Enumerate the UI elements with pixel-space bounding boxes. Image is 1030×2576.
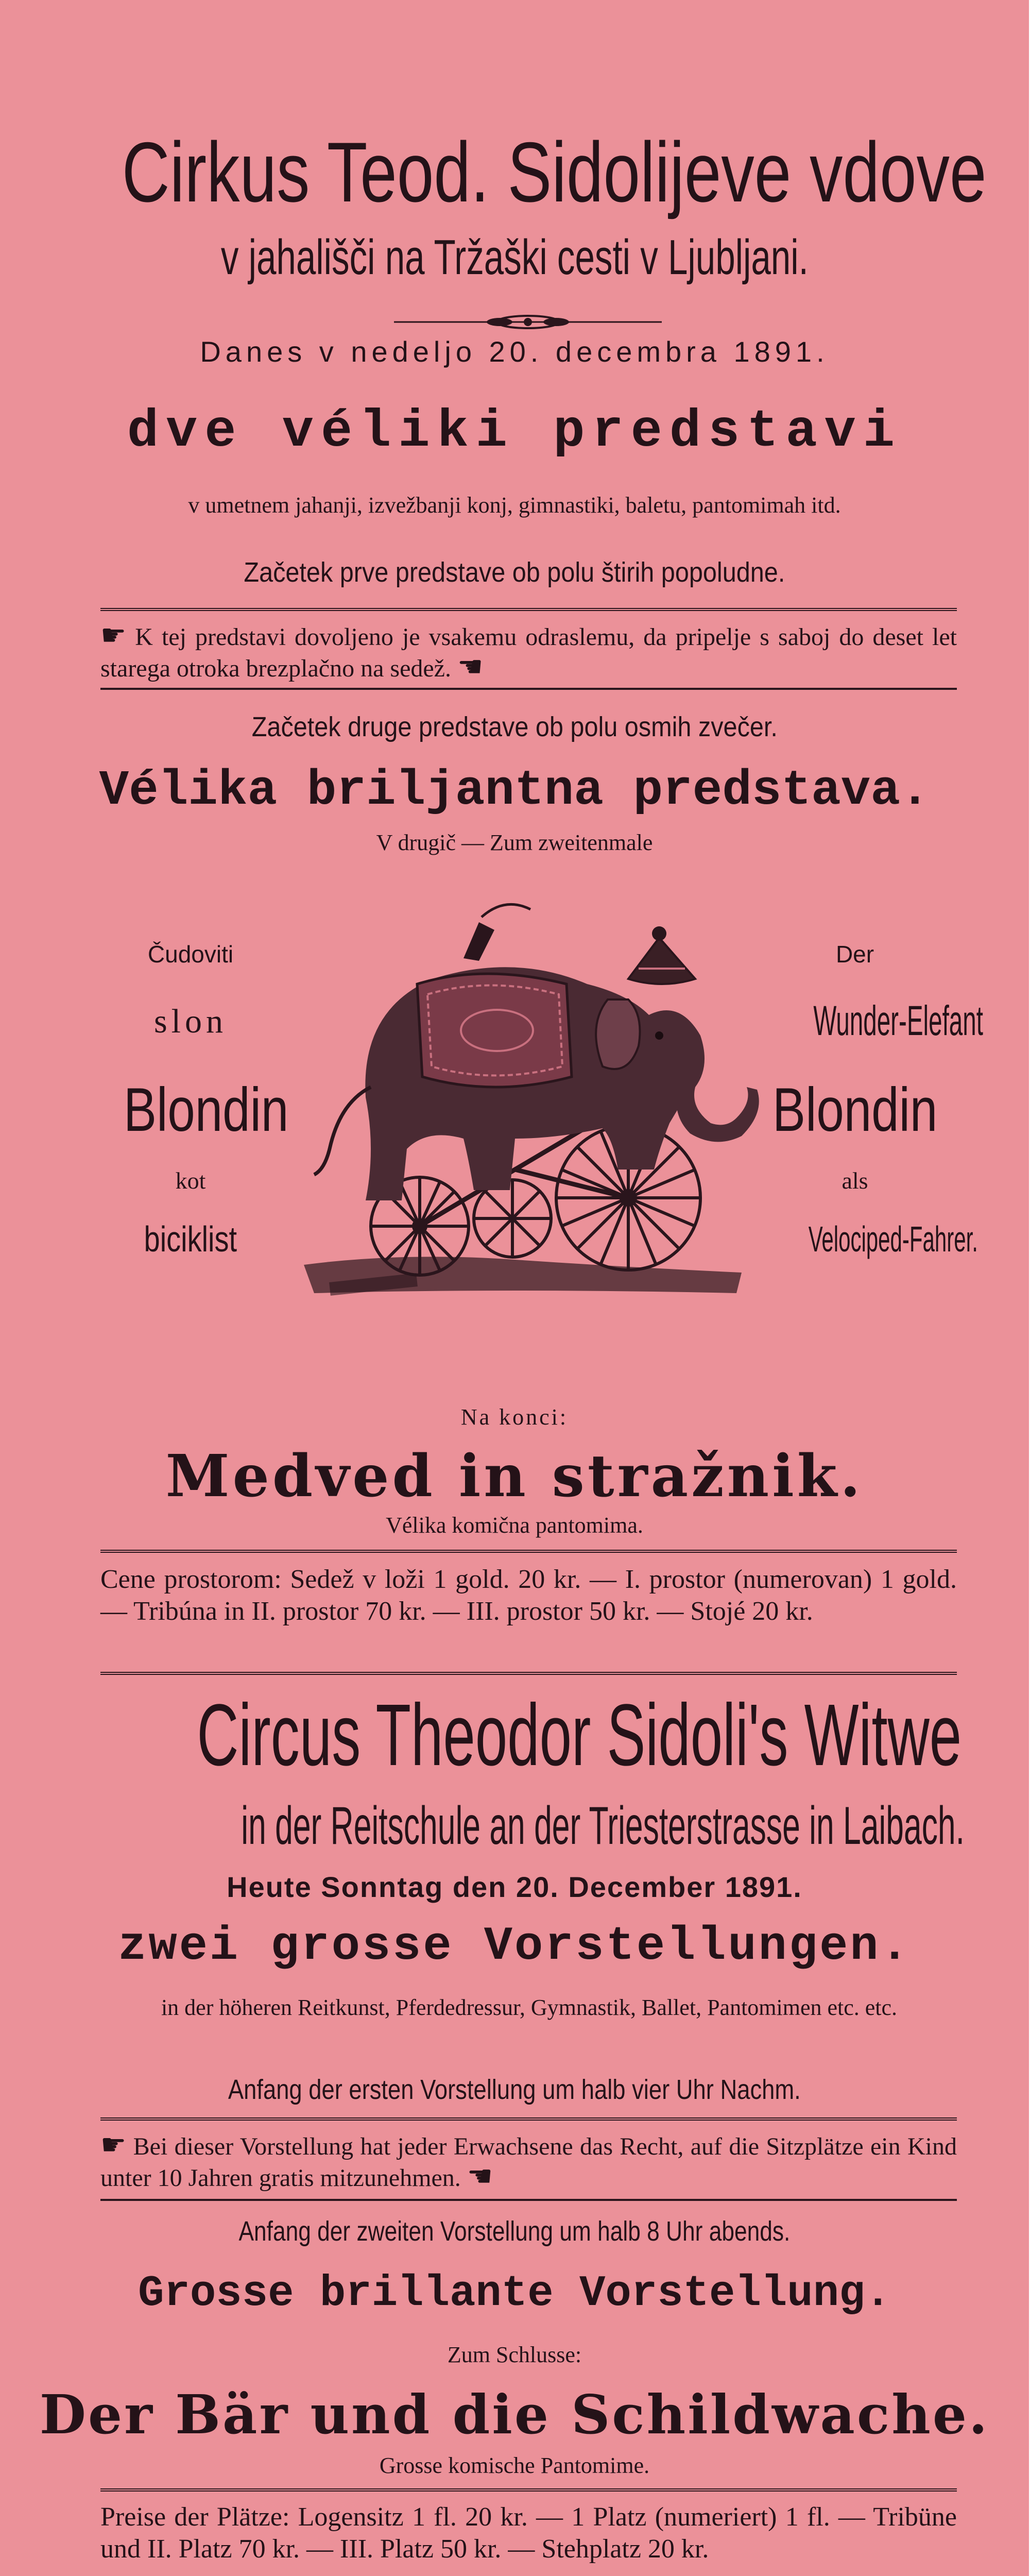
slovene-finale-intro: Na konci: bbox=[460, 1404, 569, 1430]
slovene-finale-sub: Vélika komična pantomima. bbox=[386, 1513, 643, 1538]
slovene-headline: dve véliki predstavi bbox=[127, 402, 902, 462]
elephant-left-4: kot bbox=[175, 1167, 206, 1194]
german-prices: Preise der Plätze: Logensitz 1 fl. 20 kr. — 1 Platz (numeriert) 1 fl. — Tribüne und II. Platz 70 kr. — III. Platz 50 kr. — Stehplatz 20 kr. bbox=[100, 2502, 957, 2564]
slovene-notice: ☛ K tej predstavi dovoljeno je vsakemu odraslemu, da pripelje s saboj do deset let starega otroka brezplačno na sedež. ☚ bbox=[100, 619, 957, 684]
pointing-hand-icon: ☛ bbox=[100, 619, 127, 652]
german-second-show: Anfang der zweiten Vorstellung um halb 8 Uhr abends. bbox=[238, 2216, 791, 2247]
elephant-right-5: Velociped-Fahrer. bbox=[808, 1219, 978, 1259]
slovene-grand-show: Vélika briljantna predstava. bbox=[99, 762, 930, 819]
german-grand-show: Grosse brillante Vorstellung. bbox=[138, 2269, 891, 2318]
rule bbox=[100, 1672, 957, 1675]
german-date: Heute Sonntag den 20. December 1891. bbox=[227, 1871, 802, 1903]
german-subtitle: in der Reitschule an der Triesterstrasse in Laibach. bbox=[241, 1796, 965, 1856]
german-subjects: in der höheren Reitkunst, Pferdedressur, Gymnastik, Ballet, Pantomimen etc. etc. bbox=[161, 1995, 898, 2020]
slovene-second-show: Začetek druge predstave ob polu osmih zvečer. bbox=[251, 711, 778, 742]
rule bbox=[100, 1550, 957, 1553]
german-finale-title: Der Bär und die Schildwache. bbox=[39, 2383, 990, 2446]
slovene-finale-title: Medved in stražnik. bbox=[165, 1443, 864, 1510]
elephant-left-1: Čudoviti bbox=[147, 941, 234, 968]
pointing-hand-icon: ☚ bbox=[467, 2160, 493, 2193]
slovene-subtitle: v jahališči na Tržaški cesti v Ljubljani. bbox=[220, 230, 809, 285]
slovene-subjects: v umetnem jahanji, izvežbanji konj, gimnastiki, baletu, pantomimah itd. bbox=[188, 493, 841, 518]
pointing-hand-icon: ☛ bbox=[100, 2128, 127, 2162]
german-finale-intro: Zum Schlusse: bbox=[447, 2342, 582, 2367]
elephant-right-2: Wunder-Elefant bbox=[813, 997, 983, 1044]
german-notice: ☛ Bei dieser Vorstellung hat jeder Erwachsene das Recht, auf die Sitzplätze ein Kind unter 10 Jahren gratis mitzunehmen. ☚ bbox=[100, 2128, 957, 2193]
ornament-divider bbox=[394, 312, 662, 332]
slovene-date: Danes v nedeljo 20. decembra 1891. bbox=[200, 335, 829, 368]
elephant-right-1: Der bbox=[835, 941, 874, 968]
rule bbox=[100, 2117, 957, 2121]
elephant-left-5: biciklist bbox=[144, 1219, 237, 1259]
elephant-on-tricycle bbox=[299, 881, 762, 1345]
slovene-first-show: Začetek prve predstave ob polu štirih popoludne. bbox=[244, 557, 785, 588]
german-first-show: Anfang der ersten Vorstellung um halb vier Uhr Nachm. bbox=[228, 2074, 801, 2105]
slovene-prices: Cene prostorom: Sedež v loži 1 gold. 20 kr. — I. prostor (numerovan) 1 gold. — Tribúna in II. prostor 70 kr. — III. prostor 50 kr. — Stojé 20 kr. bbox=[100, 1565, 957, 1626]
rule bbox=[100, 2488, 957, 2492]
elephant-left-2: slon bbox=[153, 1003, 228, 1040]
second-time-line: V drugič — Zum zweitenmale bbox=[376, 830, 653, 855]
elephant-right-3: Blondin bbox=[772, 1075, 938, 1144]
rule bbox=[100, 2199, 957, 2201]
slovene-title: Cirkus Teod. Sidolijeve vdove bbox=[122, 125, 987, 219]
german-finale-sub: Grosse komische Pantomime. bbox=[379, 2453, 650, 2478]
pointing-hand-icon: ☚ bbox=[457, 650, 484, 684]
german-headline: zwei grosse Vorstellungen. bbox=[118, 1919, 911, 1973]
elephant-left-3: Blondin bbox=[124, 1075, 289, 1144]
rule bbox=[100, 688, 957, 690]
german-title: Circus Theodor Sidoli's Witwe bbox=[197, 1686, 962, 1784]
rule bbox=[100, 608, 957, 611]
elephant-right-4: als bbox=[842, 1167, 868, 1194]
